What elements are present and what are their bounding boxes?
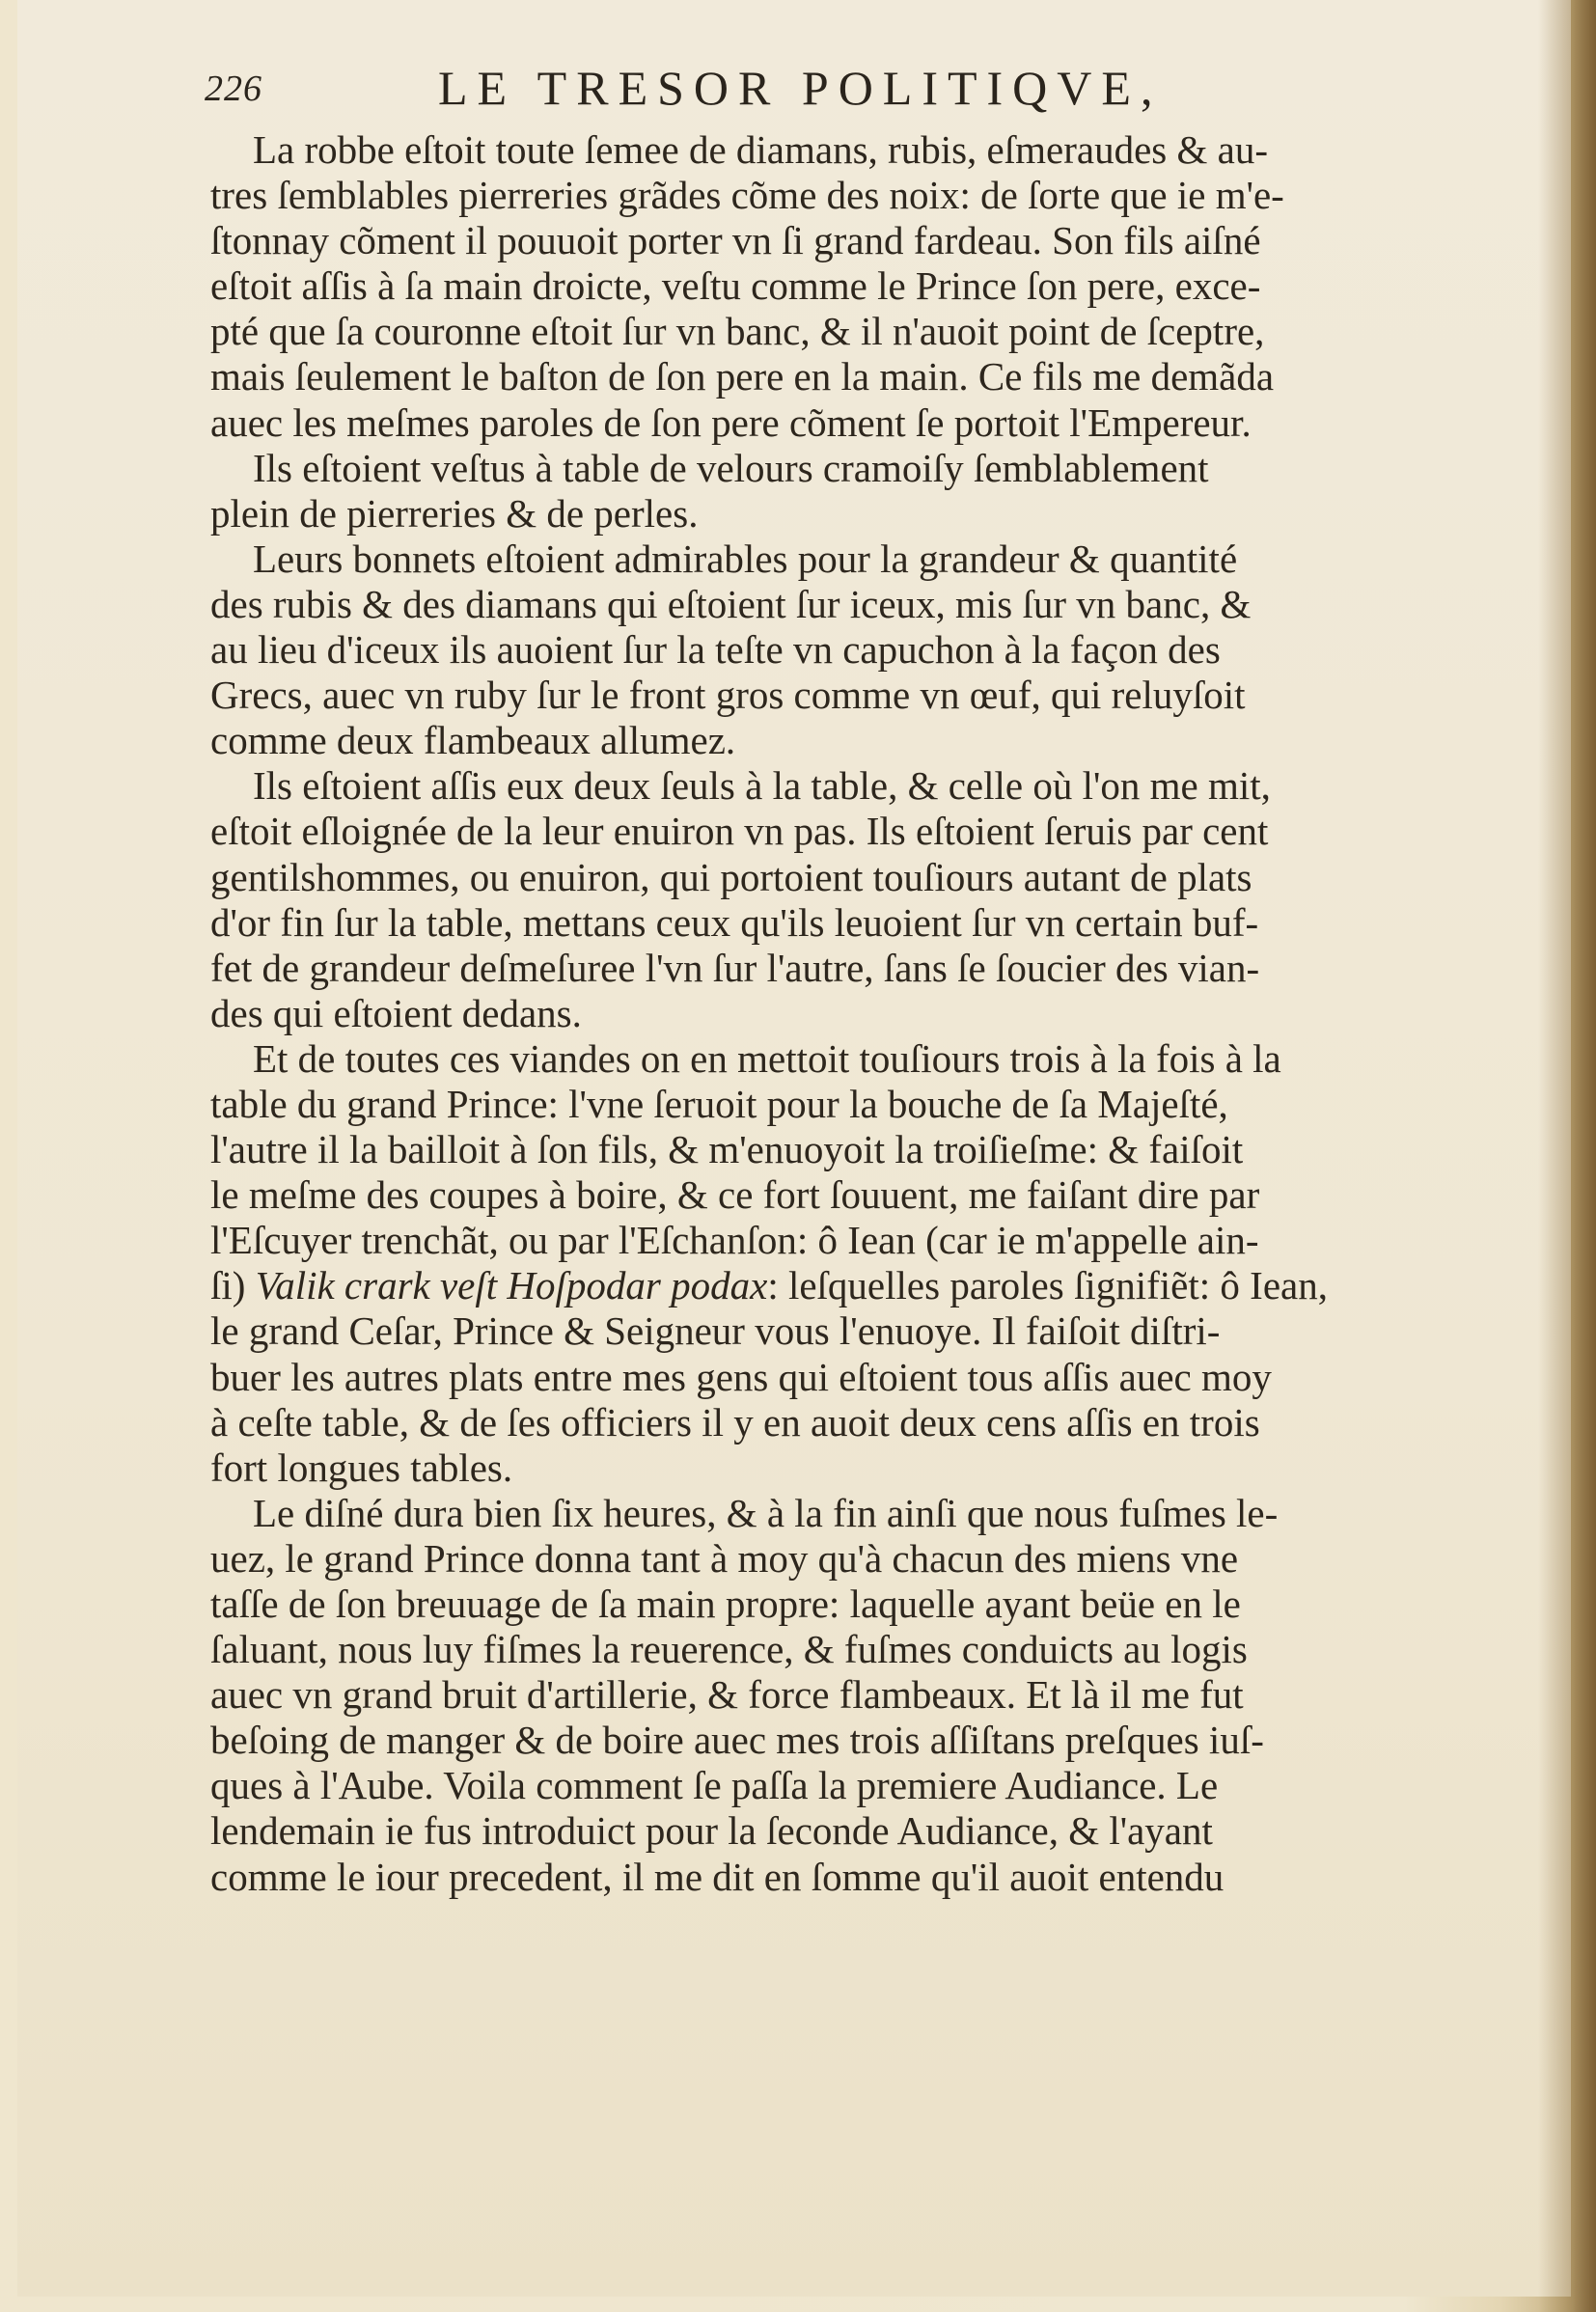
text-line: fort longues tables.: [210, 1445, 513, 1490]
text-line: tres ſemblables pierreries grãdes cõme des noix: de ſorte que ie m'e-: [210, 173, 1284, 218]
text-line: comme deux flambeaux allumez.: [210, 718, 736, 763]
text-line: lendemain ie fus introduict pour la ſeconde Audiance, & l'ayant: [210, 1808, 1213, 1854]
text-line: fet de grandeur deſmeſuree l'vn ſur l'autre, ſans ſe ſoucier des vian-: [210, 945, 1260, 990]
text-line: [210, 1263, 1484, 1308]
text-segment: : leſquelles paroles ſignifiẽt: ô Iean,: [767, 1263, 1328, 1308]
page-header: [205, 60, 1478, 129]
text-segment: ſi): [210, 1263, 256, 1308]
text-line: le grand Ceſar, Prince & Seigneur vous l'enuoye. Il faiſoit diſtri-: [210, 1308, 1221, 1354]
text-line: eſtoit aſſis à ſa main droicte, veſtu comme le Prince ſon pere, exce-: [210, 263, 1261, 309]
text-line: ſtonnay cõment il pouuoit porter vn ſi grand fardeau. Son fils aiſné: [210, 218, 1261, 263]
italic-phrase: Valik crark veſt Hoſpodar podax: [255, 1263, 768, 1308]
text-line: auec les meſmes paroles de ſon pere cõment ſe portoit l'Empereur.: [210, 399, 1252, 445]
body-text: [210, 127, 1484, 1900]
text-line: plein de pierreries & de perles.: [210, 490, 699, 536]
running-title: LE TRESOR POLITIQVE,: [438, 61, 1163, 115]
text-line: taſſe de ſon breuuage de ſa main propre: laquelle ayant beüe en le: [210, 1582, 1241, 1626]
text-line: buer les autres plats entre mes gens qui eſtoient tous aſſis auec moy: [210, 1354, 1272, 1399]
text-line: eſtoit eſloignée de la leur enuiron vn pas. Ils eſtoient ſeruis par cent: [210, 809, 1269, 854]
text-line: à ceſte table, & de ſes officiers il y en auoit deux cens aſſis en trois: [210, 1399, 1260, 1445]
text-line: comme le iour precedent, il me dit en ſomme qu'il auoit entendu: [210, 1854, 1225, 1899]
text-line: uez, le grand Prince donna tant à moy qu'à chacun des miens vne: [210, 1535, 1239, 1581]
text-line: La robbe eſtoit toute ſemee de diamans, rubis, eſmeraudes & au-: [253, 127, 1268, 172]
text-line: table du grand Prince: l'vne ſeruoit pour la bouche de ſa Majeſté,: [210, 1081, 1228, 1126]
text-line: ques à l'Aube. Voila comment ſe paſſa la premiere Audiance. Le: [210, 1763, 1219, 1808]
text-line: pté que ſa couronne eſtoit ſur vn banc, & il n'auoit point de ſceptre,: [210, 309, 1265, 354]
text-line: Le diſné dura bien ſix heures, & à la fin ainſi que nous fuſmes le-: [253, 1490, 1279, 1535]
text-line: des qui eſtoient dedans.: [210, 990, 582, 1035]
text-line: au lieu d'iceux ils auoient ſur la teſte vn capuchon à la façon des: [210, 627, 1221, 673]
text-line: l'Eſcuyer trenchãt, ou par l'Eſchanſon: ô Iean (car ie m'appelle ain-: [210, 1218, 1259, 1263]
text-line: mais ſeulement le baſton de ſon pere en la main. Ce fils me demãda: [210, 354, 1275, 399]
text-line: auec vn grand bruit d'artillerie, & force flambeaux. Et là il me fut: [210, 1672, 1244, 1718]
text-line: ſaluant, nous luy fiſmes la reuerence, & fuſmes conduicts au logis: [210, 1627, 1248, 1672]
text-line: Ils eſtoient veſtus à table de velours cramoiſy ſemblablement: [253, 445, 1209, 490]
text-line: d'or fin ſur la table, mettans ceux qu'ils leuoient ſur vn certain buf-: [210, 899, 1259, 945]
text-line: l'autre il la bailloit à ſon fils, & m'enuoyoit la troiſieſme: & faiſoit: [210, 1127, 1244, 1172]
text-line: Leurs bonnets eſtoient admirables pour la grandeur & quantité: [253, 536, 1238, 581]
text-line: beſoing de manger & de boire auec mes trois aſſiſtans preſques iuſ-: [210, 1718, 1264, 1763]
page-number: 226: [205, 69, 262, 109]
text-line: Grecs, auec vn ruby ſur le front gros comme vn œuf, qui reluyſoit: [210, 673, 1246, 718]
text-line: le meſme des coupes à boire, & ce fort ſouuent, me faiſant dire par: [210, 1172, 1260, 1218]
book-gutter-shadow: [1538, 0, 1596, 2312]
text-line: Et de toutes ces viandes on en mettoit touſiours trois à la fois à la: [253, 1035, 1281, 1081]
text-line: Ils eſtoient aſſis eux deux ſeuls à la table, & celle où l'on me mit,: [253, 763, 1271, 809]
text-line: gentilshommes, ou enuiron, qui portoient touſiours autant de plats: [210, 854, 1252, 899]
text-line: des rubis & des diamans qui eſtoient ſur iceux, mis ſur vn banc, &: [210, 581, 1252, 626]
